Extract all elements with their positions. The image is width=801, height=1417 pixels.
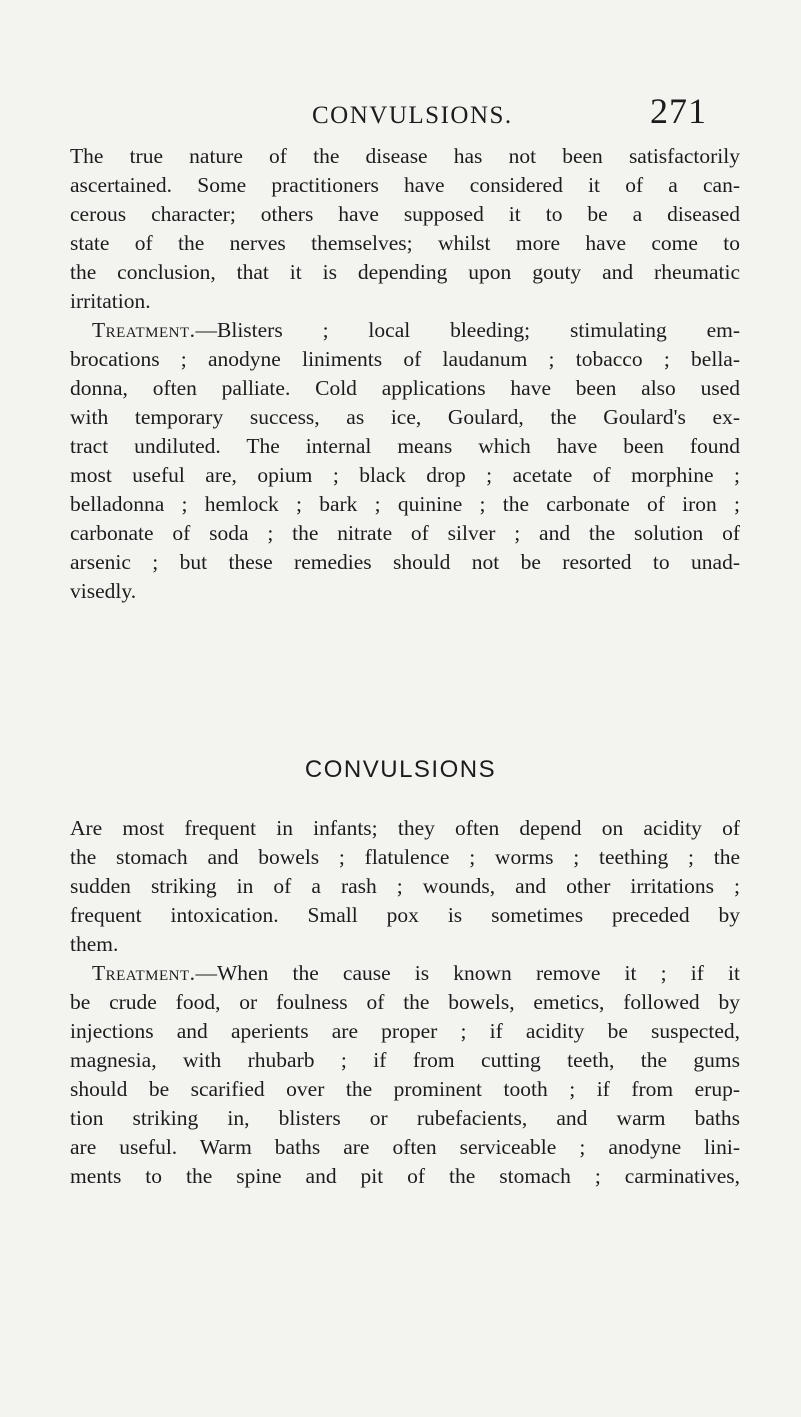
text-line: arsenic ; but these remedies should not be resorted to unad-: [70, 550, 740, 574]
paragraph-disease-nature: [70, 142, 740, 316]
text-line: irritation.: [70, 289, 151, 313]
paragraph-treatment-2: [70, 959, 740, 1191]
text-line: be crude food, or foulness of the bowels, emetics, followed by: [70, 990, 740, 1014]
text-line: carbonate of soda ; the nitrate of silver ; and the solution of: [70, 521, 740, 545]
text-line: tract undiluted. The internal means which have been found: [70, 434, 740, 458]
text-line: ments to the spine and pit of the stomach ; carminatives,: [70, 1164, 740, 1188]
treatment-lead: Treatment.: [92, 961, 196, 985]
paragraph-convulsions: [70, 814, 740, 959]
text-line: magnesia, with rhubarb ; if from cutting teeth, the gums: [70, 1048, 740, 1072]
treatment-lead: Treatment.: [92, 318, 196, 342]
treatment-first-line: —Blisters ; local bleeding; stimulating em-: [195, 318, 740, 342]
text-line: them.: [70, 932, 119, 956]
text-line: [70, 316, 740, 345]
text-line: ascertained. Some practitioners have considered it of a can-: [70, 173, 740, 197]
text-line: visedly.: [70, 579, 137, 603]
text-line: Are most frequent in infants; they often depend on acidity of: [70, 816, 740, 840]
text-line: with temporary success, as ice, Goulard, the Goulard's ex-: [70, 405, 740, 429]
running-title: CONVULSIONS.: [312, 102, 513, 129]
text-line: most useful are, opium ; black drop ; acetate of morphine ;: [70, 463, 740, 487]
text-line: The true nature of the disease has not been satisfactorily: [70, 144, 740, 168]
text-line: brocations ; anodyne liniments of laudanum ; tobacco ; bella-: [70, 347, 740, 371]
text-line: [70, 959, 740, 988]
treatment-first-line: —When the cause is known remove it ; if it: [195, 961, 740, 985]
text-line: cerous character; others have supposed it to be a diseased: [70, 202, 740, 226]
text-line: injections and aperients are proper ; if acidity be suspected,: [70, 1019, 740, 1043]
text-line: state of the nerves themselves; whilst more have come to: [70, 231, 740, 255]
running-header: [0, 88, 801, 138]
text-line: the stomach and bowels ; flatulence ; worms ; teething ; the: [70, 845, 740, 869]
text-line: are useful. Warm baths are often serviceable ; anodyne lini-: [70, 1135, 740, 1159]
text-line: tion striking in, blisters or rubefacients, and warm baths: [70, 1106, 740, 1130]
text-line: belladonna ; hemlock ; bark ; quinine ; the carbonate of iron ;: [70, 492, 740, 516]
text-line: sudden striking in of a rash ; wounds, and other irritations ;: [70, 874, 740, 898]
page-number: 271: [650, 91, 707, 131]
paragraph-treatment-1: [70, 316, 740, 606]
text-line: frequent intoxication. Small pox is sometimes preceded by: [70, 903, 740, 927]
text-line: donna, often palliate. Cold applications have been also used: [70, 376, 740, 400]
text-line: the conclusion, that it is depending upon gouty and rheumatic: [70, 260, 740, 284]
text-line: should be scarified over the prominent tooth ; if from erup-: [70, 1077, 740, 1101]
section-heading: CONVULSIONS: [304, 756, 497, 783]
